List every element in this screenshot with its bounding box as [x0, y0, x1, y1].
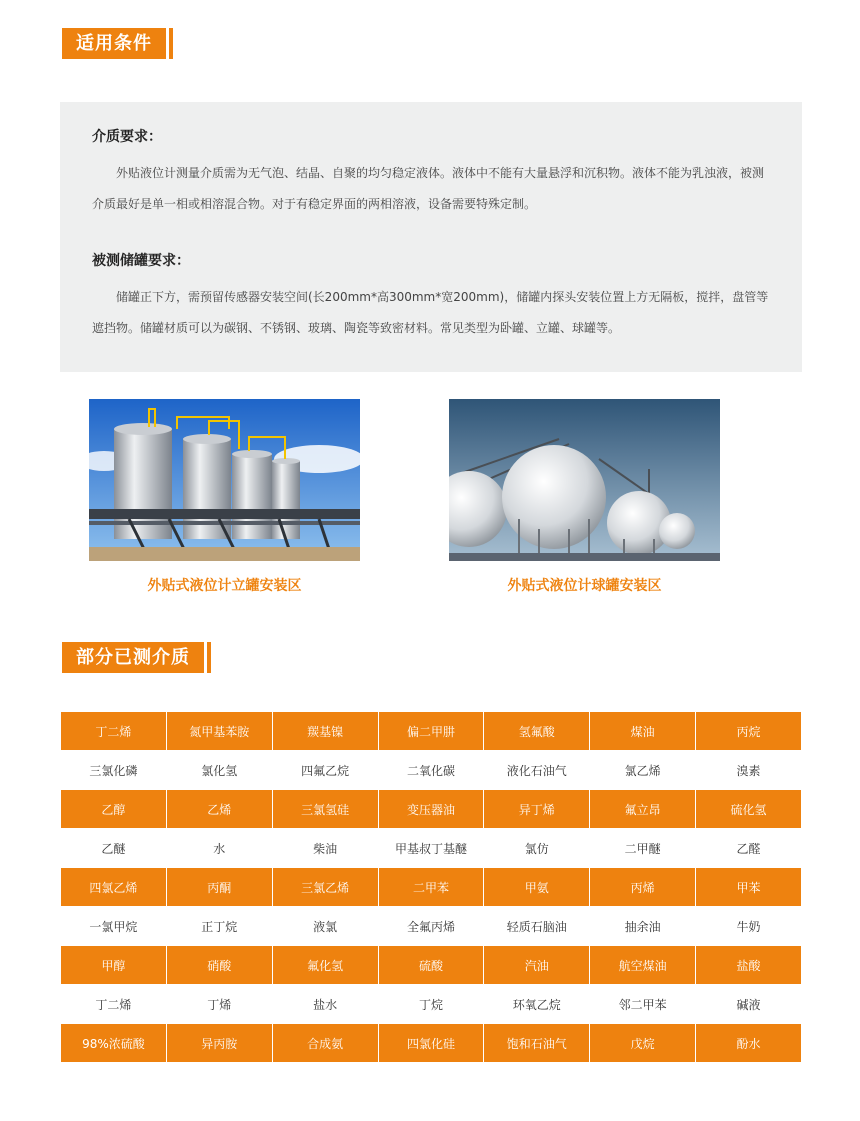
media-cell: 环氧乙烷 [484, 985, 590, 1024]
media-cell: 乙醇 [61, 790, 167, 829]
media-cell: 氢氟酸 [484, 712, 590, 751]
media-cell: 氯化氢 [166, 751, 272, 790]
spherical-tank-photo [449, 399, 720, 561]
media-cell: 轻质石脑油 [484, 907, 590, 946]
medium-requirements-title: 介质要求： [92, 129, 162, 145]
section-title: 部分已测介质 [62, 642, 204, 673]
tested-media-table [60, 711, 802, 1063]
media-cell: 丁烷 [378, 985, 484, 1024]
media-cell: 甲醇 [61, 946, 167, 985]
media-cell: 盐酸 [696, 946, 802, 985]
media-cell: 丁二烯 [61, 985, 167, 1024]
media-cell: 饱和石油气 [484, 1024, 590, 1063]
media-cell: 丙酮 [166, 868, 272, 907]
media-cell: 四氯乙烯 [61, 868, 167, 907]
section-header-tested-media [62, 642, 211, 673]
table-row [61, 985, 802, 1024]
table-row [61, 829, 802, 868]
header-accent-bar [207, 642, 211, 673]
tank-requirements-title: 被测储罐要求： [92, 253, 190, 269]
media-cell: 液氯 [272, 907, 378, 946]
media-cell: 氟立昂 [590, 790, 696, 829]
table-row [61, 1024, 802, 1063]
media-cell: 一氯甲烷 [61, 907, 167, 946]
media-cell: 硫酸 [378, 946, 484, 985]
media-cell: 二氧化碳 [378, 751, 484, 790]
tank-requirements-text: 储罐正下方，需预留传感器安装空间(长200mm*高300mm*宽200mm)，储罐内探头安装位置上方无隔板，搅拌，盘管等遮挡物。储罐材质可以为碳钢、不锈钢、玻璃、陶瓷等致密材料。常见类型为卧罐、立罐、球罐等。 [92, 290, 769, 335]
section-header-conditions [62, 28, 173, 59]
requirements-panel [60, 102, 802, 372]
header-accent-bar [169, 28, 173, 59]
media-cell: 异丁烯 [484, 790, 590, 829]
media-cell: 四氟乙烷 [272, 751, 378, 790]
media-cell: 丙烷 [696, 712, 802, 751]
media-cell: 二甲苯 [378, 868, 484, 907]
tank-requirements [92, 250, 770, 344]
media-cell: 酚水 [696, 1024, 802, 1063]
media-cell: 甲苯 [696, 868, 802, 907]
media-cell: 汽油 [484, 946, 590, 985]
table-row [61, 712, 802, 751]
spherical-tank-caption: 外贴式液位计球罐安装区 [507, 578, 662, 594]
table-row [61, 907, 802, 946]
media-cell: 牛奶 [696, 907, 802, 946]
media-cell: 水 [166, 829, 272, 868]
table-row [61, 868, 802, 907]
media-cell: 抽余油 [590, 907, 696, 946]
media-cell: 硫化氢 [696, 790, 802, 829]
media-cell: 羰基镍 [272, 712, 378, 751]
table-row [61, 790, 802, 829]
media-cell: 丁烯 [166, 985, 272, 1024]
media-cell: 氯乙烯 [590, 751, 696, 790]
media-cell: 二甲醚 [590, 829, 696, 868]
media-cell: 全氟丙烯 [378, 907, 484, 946]
table-row [61, 751, 802, 790]
media-cell: 盐水 [272, 985, 378, 1024]
media-cell: 变压器油 [378, 790, 484, 829]
media-cell: 乙醚 [61, 829, 167, 868]
media-cell: 合成氨 [272, 1024, 378, 1063]
vertical-tank-caption: 外贴式液位计立罐安装区 [147, 578, 302, 594]
media-cell: 乙烯 [166, 790, 272, 829]
media-cell: 三氯乙烯 [272, 868, 378, 907]
table-row [61, 946, 802, 985]
media-cell: 偏二甲肼 [378, 712, 484, 751]
medium-requirements-text: 外贴液位计测量介质需为无气泡、结晶、自聚的均匀稳定液体。液体中不能有大量悬浮和沉积物。液体不能为乳浊液，被测介质最好是单一相或相溶混合物。对于有稳定界面的两相溶液，设备需要特殊定制。 [92, 166, 765, 211]
vertical-tank-photo [89, 399, 360, 561]
media-cell: 四氯化硅 [378, 1024, 484, 1063]
media-cell: 碱液 [696, 985, 802, 1024]
media-cell: 甲氨 [484, 868, 590, 907]
media-cell: 三氯氢硅 [272, 790, 378, 829]
medium-requirements [92, 126, 770, 220]
media-cell: 邻二甲苯 [590, 985, 696, 1024]
media-cell: 航空煤油 [590, 946, 696, 985]
media-cell: 甲基叔丁基醚 [378, 829, 484, 868]
media-cell: 氟化氢 [272, 946, 378, 985]
media-cell: 戊烷 [590, 1024, 696, 1063]
media-cell: 氯仿 [484, 829, 590, 868]
media-cell: 煤油 [590, 712, 696, 751]
media-cell: 异丙胺 [166, 1024, 272, 1063]
section-title: 适用条件 [62, 28, 166, 59]
media-cell: 丙烯 [590, 868, 696, 907]
media-cell: 柴油 [272, 829, 378, 868]
media-cell: 正丁烷 [166, 907, 272, 946]
media-cell: 丁二烯 [61, 712, 167, 751]
media-cell: 98%浓硫酸 [61, 1024, 167, 1063]
media-cell: 溴素 [696, 751, 802, 790]
media-cell: 氮甲基苯胺 [166, 712, 272, 751]
media-cell: 液化石油气 [484, 751, 590, 790]
media-cell: 乙醛 [696, 829, 802, 868]
media-cell: 硝酸 [166, 946, 272, 985]
media-cell: 三氯化磷 [61, 751, 167, 790]
